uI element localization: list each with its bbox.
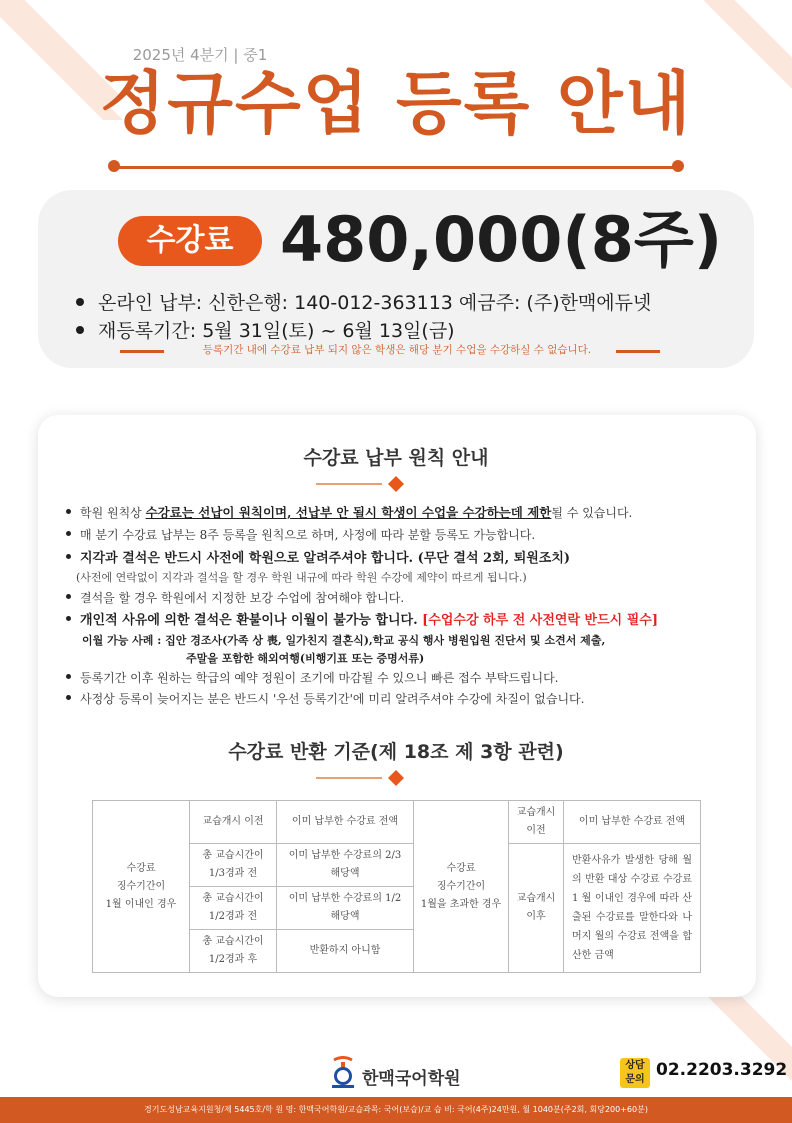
contact-phone: 02.2203.3292: [656, 1060, 788, 1080]
fee-bank-text: 온라인 납부: 신한은행: 140-012-363113 예금주: (주)한맥에듀넷: [98, 292, 652, 314]
footer-legal-text: 경기도성남교육지원청/제 5445호/학 원 명: 한맥국어학원/교습과목: 국어(보습)/교 습 비: 국어(4주)24만원, 월 1040분(주2회, 회당200+60분): [144, 1105, 648, 1114]
rule-item: 결석을 할 경우 학원에서 지정한 보강 수업에 참여해야 합니다.: [66, 589, 404, 606]
contact-badge: 상담 문의: [620, 1058, 650, 1088]
table-cell: 수강료 징수기간이 1월 이내인 경우: [93, 801, 190, 973]
table-cell: 이미 납부한 수강료 전액: [277, 801, 414, 844]
table-cell: 수강료 징수기간이 1월을 초과한 경우: [414, 801, 509, 973]
fee-warning-text: 등록기간 내에 수강료 납부 되지 않은 학생은 해당 분기 수업을 수강하실 수 없습니다.: [202, 344, 592, 356]
page-title: 정규수업 등록 안내: [99, 65, 693, 144]
table-row: [93, 801, 701, 844]
title-rule: [114, 166, 678, 169]
table-cell: 반환하지 아니함: [277, 930, 414, 973]
diamond-icon: [388, 476, 404, 492]
table-cell: 반환사유가 발생한 당해 월의 반환 대상 수강료 수강료 1 월 이내인 경우에 따라 산출된 수강료를 말한다와 나머지 월의 수강료 전액을 합산한 금액: [564, 844, 701, 973]
diamond-icon: [388, 770, 404, 786]
table-cell: 교습개시 이전: [509, 801, 564, 844]
rule-note: (사전에 연락없이 지각과 결석을 할 경우 학원 내규에 따라 학원 수강에 제약이 따르게 됩니다.): [76, 571, 527, 584]
rule-warning-red: [수업수강 하루 전 사전연락 반드시 필수]: [422, 613, 658, 628]
rule-item: 등록기간 이후 원하는 학급의 예약 정원이 조기에 마감될 수 있으니 빠른 접수 부탁드립니다.: [66, 669, 559, 686]
fee-period-text: 재등록기간: 5월 31일(토) ~ 6월 13일(금): [98, 320, 455, 342]
fee-label-pill: 수강료: [118, 216, 262, 266]
academy-name: 한맥국어학원: [362, 1069, 461, 1089]
rule-item: 지각과 결석은 반드시 사전에 학원으로 알려주셔야 합니다. (무단 결석 2회, 퇴원조치): [66, 547, 570, 566]
rule-example: 이월 가능 사례 : 집안 경조사(가족 상 喪, 일가친지 결혼식),학교 공식 행사 병원입원 진단서 및 소견서 제출,: [82, 634, 606, 647]
table-cell: 교습개시 이전: [190, 801, 277, 844]
rule-item: 사정상 등록이 늦어지는 분은 반드시 '우선 등록기간'에 미리 알려주셔야 수강에 차질이 없습니다.: [66, 690, 584, 707]
academy-logo-icon: [330, 1056, 356, 1088]
table-cell: 총 교습시간이 1/2경과 후: [190, 930, 277, 973]
payment-rules-title: 수강료 납부 원칙 안내: [303, 447, 489, 469]
rule-item: 학원 원칙상 수강료는 선납이 원칙이며, 선납부 안 될시 학생이 수업을 수강하는데 제한될 수 있습니다.: [66, 503, 632, 521]
bullet-icon: [76, 326, 84, 334]
refund-table: [92, 800, 701, 973]
fee-warning: [120, 342, 660, 358]
refund-title: 수강료 반환 기준(제 18조 제 3항 관련): [228, 741, 564, 763]
footer-bar: [0, 1097, 792, 1123]
table-cell: 이미 납부한 수강료의 2/3 해당액: [277, 844, 414, 887]
page-subtitle: 2025년 4분기 | 중1: [132, 46, 268, 64]
table-cell: 이미 납부한 수강료의 1/2 해당액: [277, 887, 414, 930]
section-divider: [316, 483, 476, 485]
fee-bank-line: [76, 288, 651, 315]
fee-period-line: [76, 316, 455, 343]
rule-emphasis: 수강료는 선납이 원칙이며, 선납부 안 될시 학생이 수업을 수강하는데 제한: [145, 505, 552, 520]
table-cell: 이미 납부한 수강료 전액: [564, 801, 701, 844]
table-cell: 교습개시 이후: [509, 844, 564, 973]
title-rule-dot-right: [672, 160, 684, 172]
table-cell: 총 교습시간이 1/3경과 전: [190, 844, 277, 887]
section-divider: [316, 777, 476, 779]
rule-example: 주말을 포함한 해외여행(비행기표 또는 증명서류): [186, 652, 425, 665]
rule-item: 매 분기 수강료 납부는 8주 등록을 원칙으로 하며, 사정에 따라 분할 등록도 가능합니다.: [66, 526, 535, 543]
rule-item: 개인적 사유에 의한 결석은 환불이나 이월이 불가능 합니다. [수업수강 하루 전 사전연락 반드시 필수]: [66, 609, 658, 628]
table-cell: 총 교습시간이 1/2경과 전: [190, 887, 277, 930]
bullet-icon: [76, 298, 84, 306]
fee-amount: 480,000(8주): [280, 203, 723, 276]
